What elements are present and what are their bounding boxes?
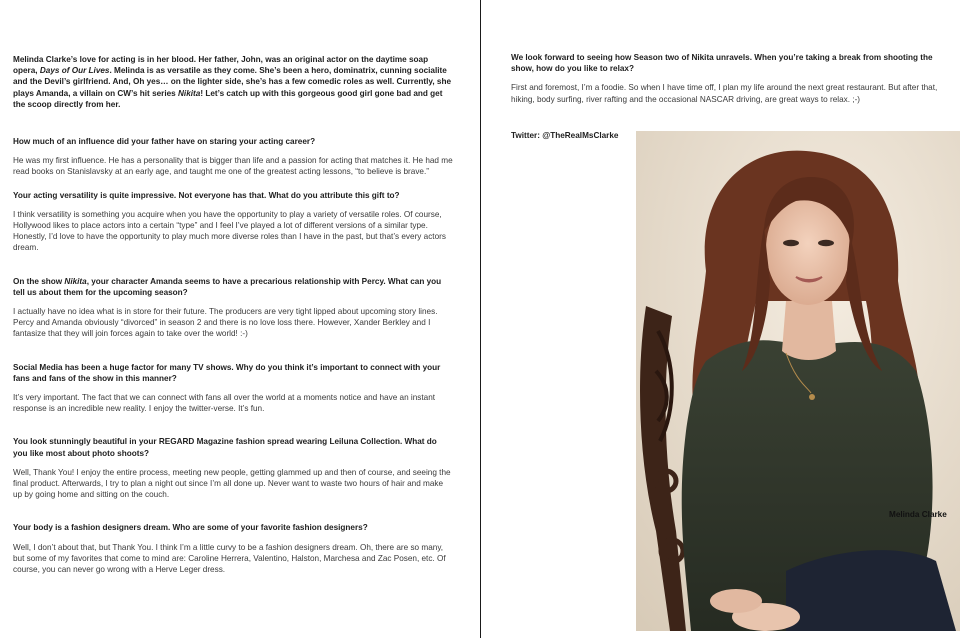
question-photo-shoots: You look stunningly beautiful in your REGARD Magazine fashion spread wearing Leiluna Collection. What do you like most about photo shoots? — [13, 437, 437, 458]
article-intro: Melinda Clarke’s love for acting is in her blood. Her father, John, was an original actor on the daytime soap opera, Days of Our Lives. Melinda is as versatile as they come. She’s been a hero, dominatrix, cunning socialite and the Devil’s girlfriend. And, Oh yes… on the lighter side, she’s has a few comedic roles as well. Currently, she plays Amanda, a villain on CW’s hit series Nikita! Let’s catch up with this gorgeous good girl gone bad and get the scoop directly from her. — [13, 55, 451, 109]
right-page — [481, 0, 960, 638]
question-percy-relationship: On the show Nikita, your character Amanda seems to have a precarious relationship with Percy. What can you tell us about them for the upcoming season? — [13, 276, 442, 297]
question-versatility: Your acting versatility is quite impressive. Not everyone has that. What do you attribute this gift to? — [13, 190, 400, 200]
question-father-influence: How much of an influence did your father have on staring your acting career? — [13, 137, 316, 147]
series-title: Nikita — [178, 88, 201, 98]
answer-father-influence: He was my first influence. He has a personality that is bigger than life and a passion for acting that matches it. He had me read books on Stanislavsky at an early age, and taught me one of the greatest acting lessons, “to believe is brave.” — [13, 156, 453, 177]
answer-fashion-designers: Well, I don’t about that, but Thank You. I think I’m a little curvy to be a fashion designers dream. Oh, there are so many, but some of my favorites that come to mind are: Caroline Herrera, Valentino, Halston, Marchesa and Zac Posen, etc. Of course, you can never go wrong with a Herve Leger dress. — [13, 542, 446, 575]
question-relax: We look forward to seeing how Season two of Nikita unravels. When you’re taking a break from shooting the show, how do you like to relax? — [511, 53, 933, 74]
twitter-handle: Twitter: @TheRealMsClarke — [511, 131, 619, 140]
portrait-illustration — [636, 131, 960, 631]
photo-caption: Melinda Clarke — [889, 510, 947, 519]
question-fashion-designers: Your body is a fashion designers dream. Who are some of your favorite fashion designers? — [13, 523, 368, 533]
answer-relax: First and foremost, I’m a foodie. So when I have time off, I plan my life around the next great restaurant. But after that, hiking, body surfing, river rafting and the occasional NASCAR driving, are great ways to relax. ;-) — [511, 83, 938, 104]
answer-social-media: It’s very important. The fact that we can connect with fans all over the world at a moments notice and have an instant response is an incredible new reality. I enjoy the twitter-verse. It’s fun. — [13, 393, 436, 414]
answer-percy-relationship: I actually have no idea what is in store for their future. The producers are very tight lipped about upcoming story lines. Percy and Amanda obviously “divorced” in season 2 and there is no love loss there. However, Xander Berkley and I fantasize that they will join forces again to take over the world! :-) — [13, 307, 438, 339]
interview-column-left — [13, 54, 453, 587]
answer-photo-shoots: Well, Thank You! I enjoy the entire process, meeting new people, getting glammed up and then of course, and seeing the final product. Afterwards, I try to plan a night out since I’m all done up. Never want to waste two hours of hair and make up by going home and sitting on the couch. — [13, 467, 451, 500]
answer-versatility: I think versatility is something you acquire when you have the opportunity to play a variety of versatile roles. Of course, Hollywood likes to place actors into a certain “type” and I feel I’ve played a lot of different versions of a similar type. Honestly, I’d love to have the opportunity to play much more diverse roles than I have in the past, but that’s every actors dream. — [13, 209, 446, 253]
portrait-photo — [636, 131, 960, 631]
show-title-nikita: Nikita — [64, 276, 87, 286]
interview-column-right — [511, 52, 951, 117]
question-social-media: Social Media has been a huge factor for many TV shows. Why do you think it’s important to connect with your fans and fans of the show in this manner? — [13, 362, 441, 383]
show-title: Days of Our Lives — [39, 66, 110, 76]
